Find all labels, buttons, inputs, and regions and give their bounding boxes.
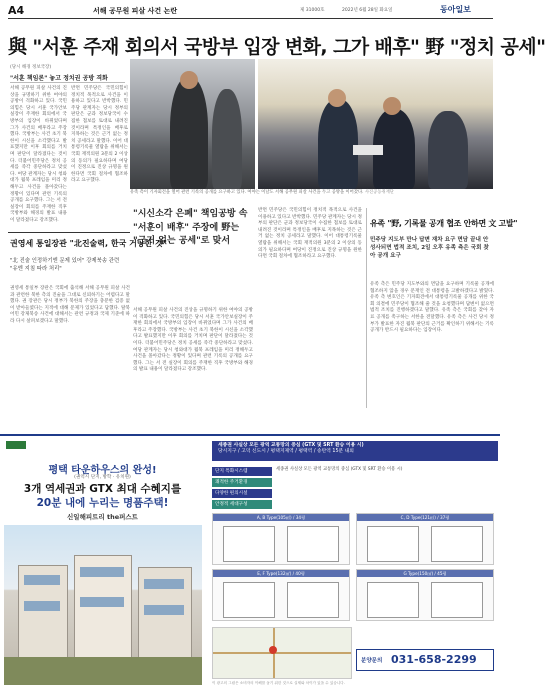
ad-building-image — [4, 525, 202, 685]
ad-banner-line-1: 세종권 사실상 모든 광역 교통망의 중심 (GTX 및 SRT 환승 이용 시) — [218, 443, 364, 448]
sub-article-1-subhead: 민주당 지도부 만나 답변 재차 요구 면담 끝내 안 성사되면 법적 조치, 2일 오후 유족 측은 국회 찾아 공개 요구 — [370, 237, 489, 259]
floor-plan-1 — [212, 513, 350, 565]
ad-banner-line-2: 당시지구 / 고덕 신도시 / 평택지제역 / 평택역 / 송탄역 15분 내외 — [218, 449, 354, 454]
main-body-col-3: 반면 민주당은 국민의힘이 정치적 목적으로 사건을 이용하고 있다고 반박했다. 민주당 관계자는 당시 정부의 판단은 군과 정보당국이 수집한 첩보를 토대로 내려진 것이라며 특정인을 배후로 지목하는 것은 근거 없는 정치 공세라고 말했다. 이어 대통령기록물 열람을 위해서는 국회 재적의원 3분의 2 이상의 동의가 필요하다며 여당이 진정으로 진상 규명을 원한다면 국회 절차에 협조하라고 요구했다. — [258, 208, 362, 260]
news-photo-right — [258, 59, 493, 189]
ad-brand: 신일해피트리 the퍼스트 — [67, 513, 138, 521]
news-photo-left — [130, 59, 255, 189]
ad-highlight: 3개 역세권과 GTX 최대 수혜지를 — [23, 483, 182, 495]
ad-chip-1: 단지 특화시스템 — [212, 467, 272, 476]
advertisement — [0, 437, 500, 691]
floor-plan-4 — [356, 569, 494, 621]
masthead-rule — [8, 18, 493, 19]
map-pin-icon — [269, 646, 277, 654]
floor-plan-3 — [212, 569, 350, 621]
ad-highlight-2: 20분 내에 누리는 명품주택! — [36, 497, 169, 509]
photo-credit: 사진공동취재단 — [364, 190, 394, 195]
ad-logo — [6, 441, 26, 449]
ad-sub-label: (권역시 단지, 방학 · 유치원) — [74, 475, 131, 480]
section-title: 서해 공무원 피살 사건 논란 — [93, 7, 178, 15]
floor-plan-2 — [356, 513, 494, 565]
sub-article-2-headline: 권영세 통일장관 "北진술력, 한국 거낭한 것" — [10, 239, 167, 248]
sub-article-2-body: 권영세 통일부 장관은 국회에 출석해 서해 공무원 피살 사건과 관련한 북한 측의 진술을 그대로 신뢰하기는 어렵다고 말했다. 권 장관은 당시 정부가 북한의 주장을 충분한 검증 없이 받아들였다는 지적에 대해 문제가 있었다고 답했다. 탈북 어민 강제북송 사건에 대해서는 관련 규정과 국제 기준에 따라 다시 살펴보겠다고 말했다. — [10, 286, 130, 324]
floor-plan-3-title: E, F Type(132㎡) / 40평 — [213, 570, 349, 577]
masthead — [8, 4, 492, 18]
ad-chip-4: 안정적 세대구성 — [212, 500, 272, 509]
photo-caption — [130, 190, 493, 204]
divider — [10, 82, 125, 83]
sub-article-1-body: 유족 측은 민주당 지도부와의 면담을 요구하며 기록물 공개에 협조하지 않을 경우 문재인 전 대통령을 고발하겠다고 밝혔다. 유족 측 변호인은 기자회견에서 대통령기록물 공개를 위한 국회 의결에 민주당이 협조해 줄 것을 요청했다며 답변이 없으면 법적 조치를 진행하겠다고 말했다. 유족 측은 국회를 찾아 자료 공개를 촉구하는 서한을 전달했다. 유족 측은 사건 당시 정부가 발표한 자진 월북 판단의 근거를 확인하기 위해서는 기록 공개가 반드시 필요하다는 입장이다. — [370, 282, 494, 334]
main-body-col-4: 서해 공무원 피살 사건의 진상을 규명하기 위한 여야의 공방이 격화하고 있다. 국민의힘은 당시 서훈 국가안보실장이 주재한 회의에서 국방부의 입장이 바뀌었다며 그가 사건의 배후라고 주장했다. 국방부는 사건 초기 북한이 시신을 소각했다고 발표했지만 이후 회의를 거치며 판단이 달라졌다는 것이다. 더불어민주당은 정치 공세를 즉각 중단하라고 맞섰다. 여당 관계자는 당시 청와대가 월북 프레임을 미리 정해두고 사건을 몰아갔다는 정황이 있다며 관련 기록의 공개를 요구했다. 그는 서 전 실장이 회의를 주재한 직후 국방부와 해경의 발표 내용이 달라졌다고 강조했다. — [133, 308, 253, 373]
phone-box — [356, 649, 494, 671]
main-body-col-1: 서해 공무원 피살 사건의 진상을 규명하기 위한 여야의 공방이 격화하고 있다. 국민의힘은 당시 서훈 국가안보실장이 주재한 회의에서 국방부의 입장이 바뀌었다며 그가 사건의 배후라고 주장했다. 국방부는 사건 초기 북한이 시신을 소각했다고 발표했지만 이후 회의를 거치며 판단이 달라졌다는 것이다. 더불어민주당은 정치 공세를 즉각 중단하라고 맞섰다. 여당 관계자는 당시 청와대가 월북 프레임을 미리 정해두고 사건을 몰아갔다는 정황이 있다며 관련 기록의 공개를 요구했다. 그는 서 전 실장이 회의를 주재한 직후 국방부와 해경의 발표 내용이 달라졌다고 강조했다. — [10, 86, 67, 223]
sub-article-1-headline: 유족 "野, 기록물 공개 협조 안하면 文 고발" — [370, 219, 518, 228]
phone-label: 분양문의 — [361, 658, 383, 664]
byline: (당시 해경 정보국장) — [10, 65, 52, 70]
floor-plan-4-title: G Type(150㎡) / 45평 — [357, 570, 493, 577]
ad-footer: 이 광고의 그림은 소비자의 이해를 돕기 위한 것으로 실제와 차이가 있을 수 있습니다. — [212, 681, 345, 685]
pull-quote: "시신소각 은폐" 책임공방 속 "서훈이 배후" 주장에 野는 "근거 없는 공세"로 맞서 — [133, 209, 248, 246]
column-rule — [366, 208, 367, 408]
location-map — [212, 627, 352, 679]
page-number: A4 — [8, 4, 25, 17]
caption-text: 유족 측이 기자회견을 열어 관련 기록의 공개를 요구하고 있다. 여야는 이날도 서해 공무원 피살 사건을 두고 공방을 이어갔다. — [130, 190, 364, 195]
subhead: "서훈 책임론" 놓고 정치권 공방 격화 — [10, 75, 108, 82]
floor-plan-2-title: C, D Type(121㎡) / 37평 — [357, 514, 493, 521]
issue-number: 제 31000호 — [300, 8, 325, 13]
sub-article-2-subhead: "北 진술 인정하기엔 문제 있어" 강제북송 관련 "유엔 지침 따라 처리" — [10, 258, 120, 272]
ad-top-label: 평택 타운하우스의 완성! — [48, 465, 157, 476]
ad-left-panel — [0, 437, 205, 691]
ad-feature-text: 세종권 사실상 모든 광역 교통망의 중심 (GTX 및 SRT 환승 이용 시) — [276, 467, 403, 472]
floor-plan-1-title: A, B Type(105㎡) / 34평 — [213, 514, 349, 521]
ad-chip-3: 다양한 편의시설 — [212, 489, 272, 498]
ad-top-rule — [0, 434, 500, 436]
newspaper-name: 동아일보 — [440, 5, 471, 14]
issue-date: 2022년 6월 28일 화요일 — [342, 8, 393, 13]
main-headline: 與 "서훈 주재 회의서 국방부 입장 변화, 그가 배후" 野 "정치 공세" — [8, 36, 545, 58]
section-rule — [8, 232, 130, 233]
phone-number: 031-658-2299 — [391, 653, 477, 666]
ad-chip-2: 쾌적한 주거환경 — [212, 478, 272, 487]
ad-banner — [212, 441, 498, 461]
main-body-col-2: 반면 민주당은 국민의힘이 정치적 목적으로 사건을 이용하고 있다고 반박했다. 민주당 관계자는 당시 정부의 판단은 군과 정보당국이 수집한 첩보를 토대로 내려진 것이라며 특정인을 배후로 지목하는 것은 근거 없는 정치 공세라고 말했다. 이어 대통령기록물 열람을 위해서는 국회 재적의원 3분의 2 이상의 동의가 필요하다며 여당이 진정으로 진상 규명을 원한다면 국회 절차에 협조하라고 요구했다. — [71, 86, 128, 184]
